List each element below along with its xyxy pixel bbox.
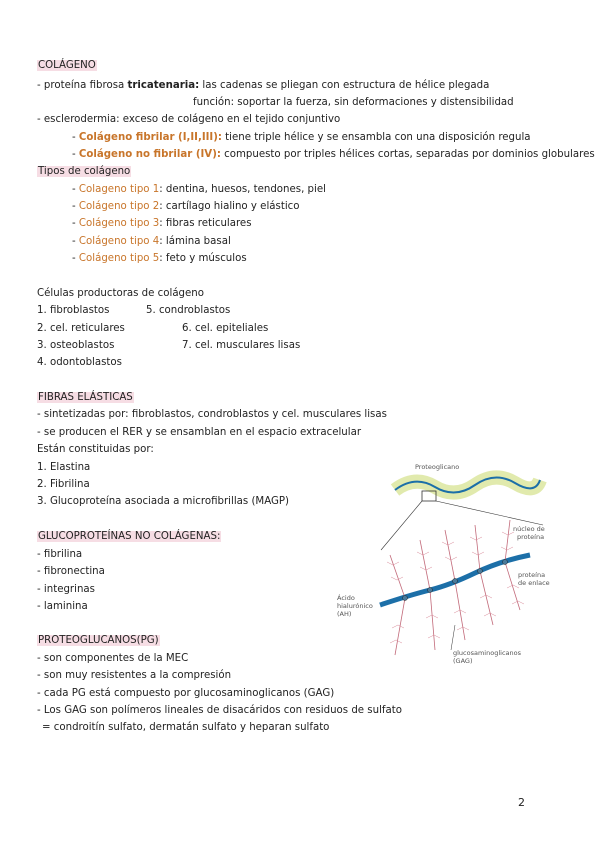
colageno-line-1: - proteína fibrosa tricatenaria: las cadenas se pliegan con estructura de hélice plegada: [37, 80, 490, 91]
label-proteoglicano: Proteoglicano: [415, 463, 460, 471]
aggregate-overview: [395, 477, 540, 501]
celula-item: 6. cel. epiteliales: [182, 323, 269, 334]
colageno-heading: COLÁGENO: [38, 60, 96, 71]
label-nucleo-proteina: núcleo de: [513, 525, 545, 533]
colageno-no-fibrilar: - Colágeno no fibrilar (IV): compuesto por triples hélices cortas, separadas por dominios globulares: [72, 149, 595, 160]
gluco-item: - fibronectina: [37, 566, 105, 577]
label-nucleo-proteina-2: proteína: [517, 533, 545, 541]
gag-bristles: [390, 520, 520, 655]
elasticas-heading: FIBRAS ELÁSTICAS: [38, 392, 133, 403]
proteoglycan-diagram: [335, 455, 565, 670]
celula-item: 5. condroblastos: [146, 305, 231, 316]
label-proteina-enlace: proteína: [518, 571, 546, 579]
celula-item: 7. cel. musculares lisas: [182, 340, 301, 351]
elasticas-item: 3. Glucoproteína asociada a microfibrillas (MAGP): [37, 496, 290, 507]
celulas-heading: Células productoras de colágeno: [37, 288, 204, 299]
tipo-item: - Colageno tipo 1: dentina, huesos, tendones, piel: [72, 184, 326, 195]
colageno-fibrilar: - Colágeno fibrilar (I,II,III): tiene triple hélice y se ensambla con una disposición regula: [72, 132, 531, 143]
gluco-heading: GLUCOPROTEÍNAS NO COLÁGENAS:: [38, 531, 221, 542]
tipo-item: - Colágeno tipo 4: lámina basal: [72, 236, 231, 247]
celula-item: 3. osteoblastos: [37, 340, 115, 351]
tipos-heading: Tipos de colágeno: [38, 166, 131, 177]
page-number: 2: [518, 796, 525, 809]
label-acido-hialuronico: Ácido: [337, 594, 355, 602]
label-proteina-enlace-2: de enlace: [518, 579, 550, 587]
celula-item: 4. odontoblastos: [37, 357, 122, 368]
proteo-line: = condroitín sulfato, dermatán sulfato y heparan sulfato: [42, 722, 330, 733]
gag-chains: [387, 532, 524, 643]
gluco-item: - laminina: [37, 601, 88, 612]
label-gag: glucosaminoglicanos: [453, 649, 521, 657]
elasticas-item: 1. Elastina: [37, 462, 91, 473]
label-acido-hialuronico-2: hialurónico: [337, 602, 373, 610]
elasticas-line-2: - se producen el RER y se ensamblan en el espacio extracelular: [37, 427, 362, 438]
proteo-heading: PROTEOGLUCANOS(PG): [38, 635, 159, 646]
celula-item: 1. fibroblastos: [37, 305, 110, 316]
celula-item: 2. cel. reticulares: [37, 323, 125, 334]
label-acido-hialuronico-3: (AH): [337, 610, 352, 618]
colageno-line-2: función: soportar la fuerza, sin deformaciones y distensibilidad: [193, 97, 514, 108]
tipo-item: - Colágeno tipo 3: fibras reticulares: [72, 218, 252, 229]
elasticas-item: 2. Fibrilina: [37, 479, 90, 490]
tipo-item: - Colágeno tipo 5: feto y músculos: [72, 253, 247, 264]
proteo-line: - son componentes de la MEC: [37, 653, 189, 664]
elasticas-line-1: - sintetizadas por: fibroblastos, condroblastos y cel. musculares lisas: [37, 409, 387, 420]
colageno-line-3: - esclerodermia: exceso de colágeno en el tejido conjuntivo: [37, 114, 341, 125]
gluco-item: - integrinas: [37, 584, 95, 595]
proteo-line: - cada PG está compuesto por glucosaminoglicanos (GAG): [37, 688, 335, 699]
gluco-item: - fibrilina: [37, 549, 83, 560]
elasticas-line-3: Están constituidas por:: [37, 444, 154, 455]
tipo-item: - Colágeno tipo 2: cartílago hialino y elástico: [72, 201, 300, 212]
proteo-line: - son muy resistentes a la compresión: [37, 670, 232, 681]
label-gag-2: (GAG): [453, 657, 473, 665]
proteo-line: - Los GAG son polímeros lineales de disacáridos con residuos de sulfato: [37, 705, 402, 716]
